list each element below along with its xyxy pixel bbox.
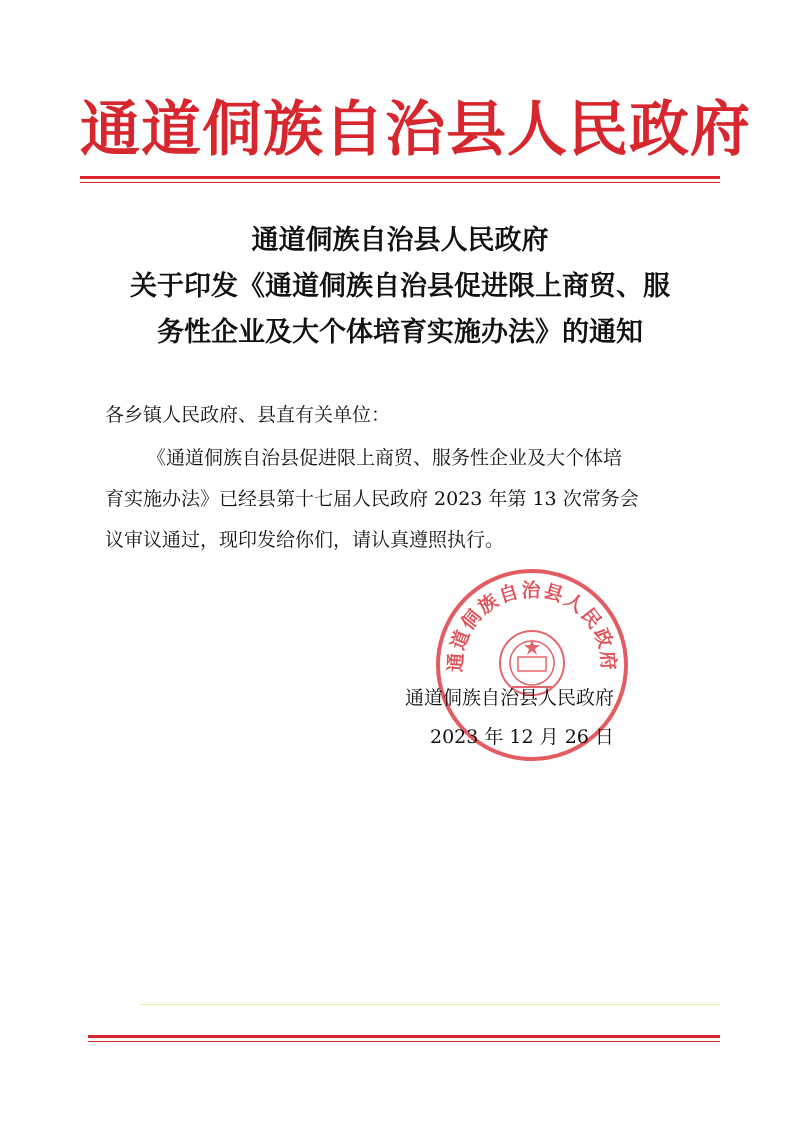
title-line-1: 通道侗族自治县人民政府 — [251, 225, 549, 256]
body-line-1: 《通道侗族自治县促进限上商贸、服务性企业及大个体培 — [147, 447, 623, 469]
seal-text: 通道侗族自治县人民政府 — [444, 579, 620, 673]
document-title — [60, 218, 740, 356]
signature-org: 通道侗族自治县人民政府 — [405, 687, 615, 709]
masthead-rule-thin — [80, 182, 720, 183]
salutation: 各乡镇人民政府、县直有关单位： — [105, 404, 391, 426]
issue-date: 2023 年 12 月 26 日 — [430, 726, 614, 748]
footer-rule-thin — [88, 1041, 720, 1042]
footer-rule-thick — [88, 1035, 720, 1038]
faint-divider — [140, 1004, 720, 1005]
body-line-2: 育实施办法》已经县第十七届人民政府 2023 年第 13 次常务会 — [105, 488, 639, 510]
body-paragraph — [105, 438, 700, 561]
body-line-3: 议审议通过，现印发给你们，请认真遵照执行。 — [105, 529, 505, 551]
masthead: 通道侗族自治县人民政府 — [80, 95, 751, 165]
masthead-rule-thick — [80, 176, 720, 179]
title-line-3: 务性企业及大个体培育实施办法》的通知 — [157, 317, 643, 348]
title-line-2: 关于印发《通道侗族自治县促进限上商贸、服 — [130, 271, 670, 302]
